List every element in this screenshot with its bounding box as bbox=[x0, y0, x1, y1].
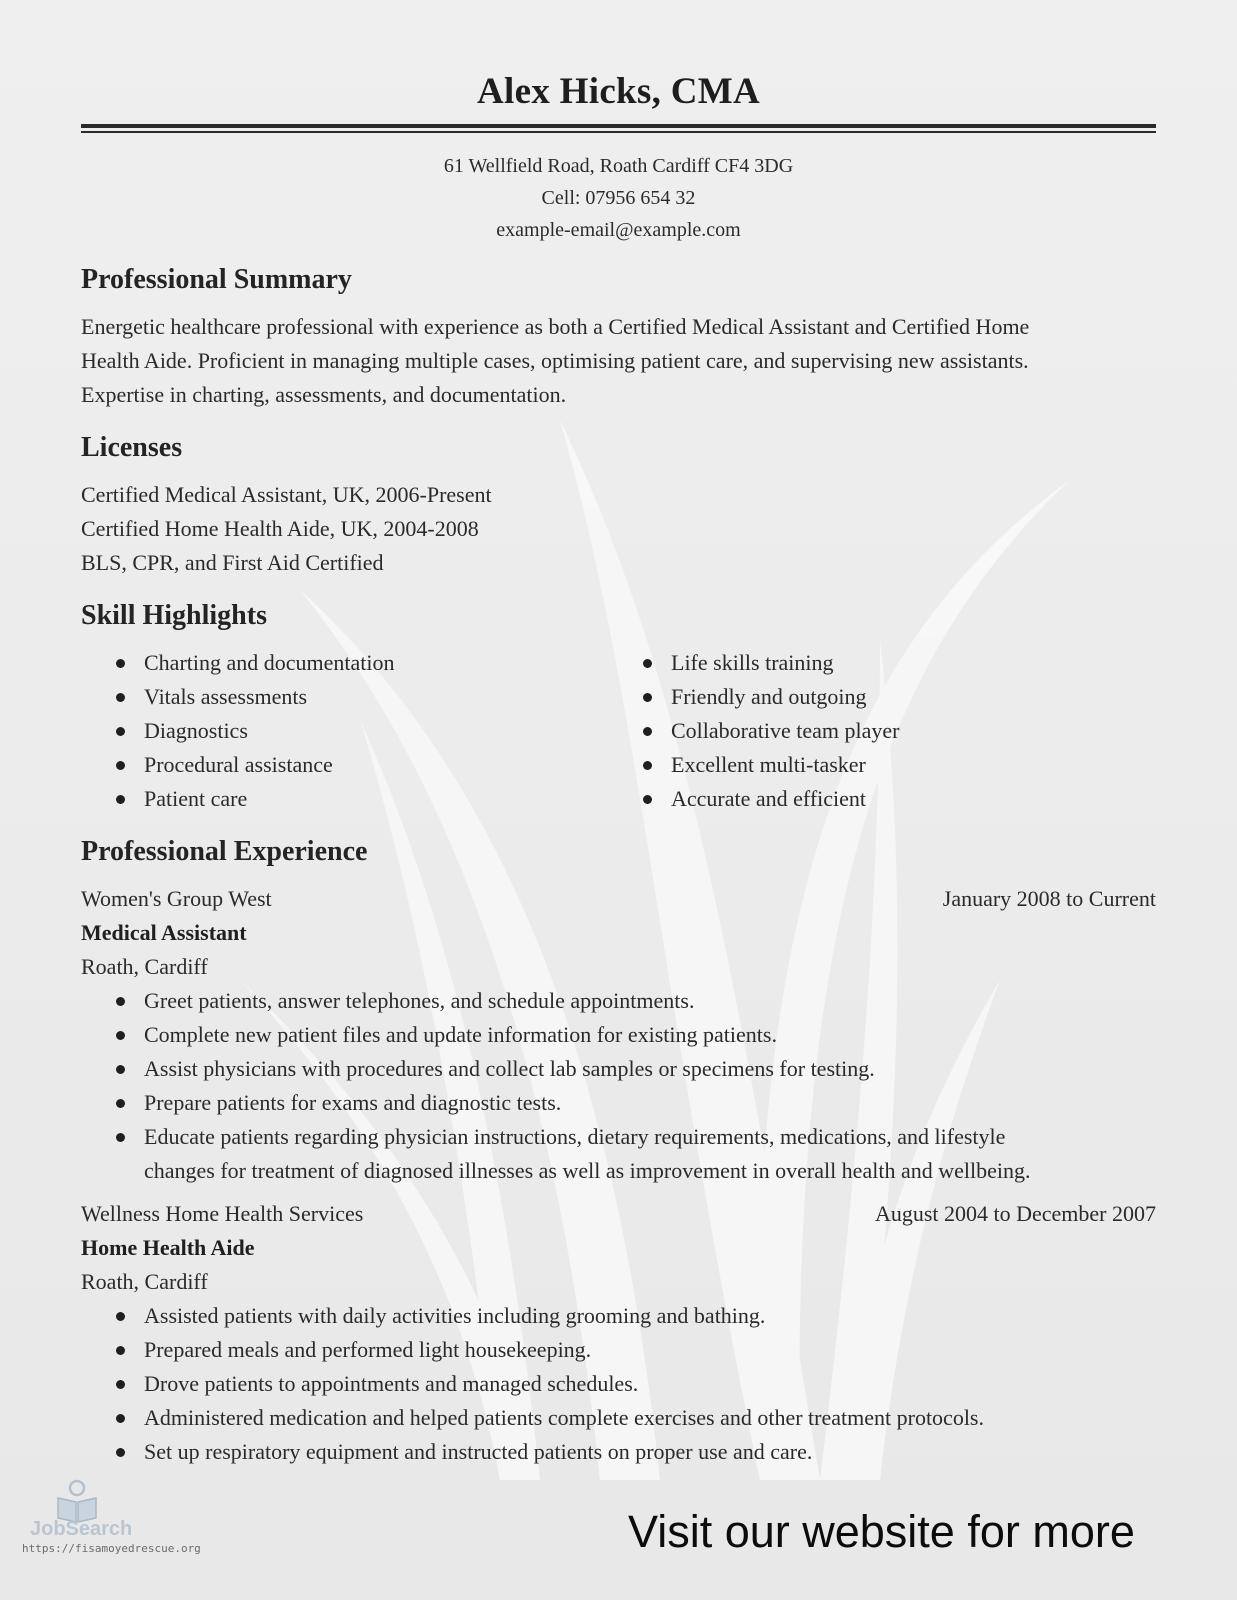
skill-text: Collaborative team player bbox=[671, 718, 900, 743]
candidate-name: Alex Hicks, CMA bbox=[477, 71, 760, 112]
skill-text: Life skills training bbox=[671, 650, 834, 675]
skill-text: Excellent multi-tasker bbox=[671, 752, 866, 777]
list-item bbox=[81, 1333, 1156, 1367]
duty-text: Complete new patient files and update information for existing patients. bbox=[144, 1022, 777, 1047]
list-item bbox=[81, 646, 601, 680]
list-item bbox=[81, 1299, 1156, 1333]
list-item bbox=[81, 782, 601, 816]
list-item bbox=[81, 1367, 1156, 1401]
skill-text: Charting and documentation bbox=[144, 650, 395, 675]
duty-text: Prepared meals and performed light housekeeping. bbox=[144, 1337, 592, 1362]
list-item bbox=[608, 782, 1148, 816]
bullet-icon bbox=[116, 727, 125, 736]
list-item bbox=[81, 984, 1156, 1018]
list-item bbox=[81, 1052, 1156, 1086]
bullet-icon bbox=[116, 1380, 125, 1389]
list-item bbox=[81, 1018, 1156, 1052]
duty-text: Administered medication and helped patients complete exercises and other treatment protocols. bbox=[144, 1405, 984, 1430]
job-duties bbox=[81, 1299, 1156, 1469]
licenses-heading: Licenses bbox=[81, 432, 183, 463]
duty-text: Set up respiratory equipment and instructed patients on proper use and care. bbox=[144, 1439, 813, 1464]
skills-list-left bbox=[81, 646, 601, 816]
bullet-icon bbox=[116, 659, 125, 668]
duty-text: Greet patients, answer telephones, and schedule appointments. bbox=[144, 988, 695, 1013]
job-location: Roath, Cardiff bbox=[81, 954, 208, 979]
header-rule-thin bbox=[81, 131, 1156, 133]
license-item: BLS, CPR, and First Aid Certified bbox=[81, 550, 384, 575]
license-item: Certified Home Health Aide, UK, 2004-2008 bbox=[81, 516, 479, 541]
bullet-icon bbox=[116, 1414, 125, 1423]
duty-text: Drove patients to appointments and managed schedules. bbox=[144, 1371, 639, 1396]
skill-text: Accurate and efficient bbox=[671, 786, 867, 811]
list-item bbox=[81, 1120, 1156, 1154]
job-role: Home Health Aide bbox=[81, 1235, 255, 1260]
header-rule-thick bbox=[81, 124, 1156, 128]
job-dates: August 2004 to December 2007 bbox=[874, 1201, 1156, 1226]
bullet-icon bbox=[643, 693, 652, 702]
contact-email: example-email@example.com bbox=[496, 219, 741, 241]
bullet-icon bbox=[116, 795, 125, 804]
jobsearch-logo bbox=[22, 1474, 202, 1584]
bullet-icon bbox=[116, 1065, 125, 1074]
logo-text: JobSearch bbox=[30, 1518, 133, 1540]
bullet-icon bbox=[116, 1346, 125, 1355]
duty-text: Prepare patients for exams and diagnostic tests. bbox=[144, 1090, 562, 1115]
bullet-icon bbox=[116, 997, 125, 1006]
visit-website-banner[interactable]: Visit our website for more bbox=[628, 1506, 1135, 1557]
skill-text: Friendly and outgoing bbox=[671, 684, 867, 709]
bullet-icon bbox=[643, 761, 652, 770]
bullet-icon bbox=[643, 659, 652, 668]
list-item bbox=[608, 714, 1148, 748]
logo-url: https://fisamoyedrescue.org bbox=[22, 1542, 201, 1555]
bullet-icon bbox=[116, 1031, 125, 1040]
contact-phone: Cell: 07956 654 32 bbox=[541, 187, 696, 209]
bullet-icon bbox=[116, 1312, 125, 1321]
bullet-icon bbox=[643, 795, 652, 804]
duty-text: Assisted patients with daily activities including grooming and bathing. bbox=[144, 1303, 766, 1328]
job-duties bbox=[81, 984, 1156, 1188]
skill-text: Diagnostics bbox=[144, 718, 248, 743]
license-item: Certified Medical Assistant, UK, 2006-Present bbox=[81, 482, 492, 507]
bullet-icon bbox=[116, 1448, 125, 1457]
bullet-icon bbox=[116, 693, 125, 702]
list-item bbox=[608, 680, 1148, 714]
list-item bbox=[608, 748, 1148, 782]
list-item-continuation bbox=[81, 1154, 1156, 1188]
skill-text: Patient care bbox=[144, 786, 248, 811]
summary-line: Energetic healthcare professional with experience as both a Certified Medical Assistant and Certified Home bbox=[81, 314, 1030, 339]
bullet-icon bbox=[116, 761, 125, 770]
duty-text: changes for treatment of diagnosed illnesses as well as improvement in overall health and wellbeing. bbox=[144, 1158, 1031, 1183]
list-item bbox=[81, 748, 601, 782]
contact-address: 61 Wellfield Road, Roath Cardiff CF4 3DG bbox=[443, 155, 794, 177]
job-employer: Wellness Home Health Services bbox=[81, 1201, 364, 1226]
skill-text: Procedural assistance bbox=[144, 752, 333, 777]
list-item bbox=[81, 1086, 1156, 1120]
licenses-list bbox=[81, 478, 1156, 580]
list-item bbox=[81, 1401, 1156, 1435]
duty-text: Assist physicians with procedures and collect lab samples or specimens for testing. bbox=[144, 1056, 875, 1081]
skill-text: Vitals assessments bbox=[144, 684, 308, 709]
list-item bbox=[608, 646, 1148, 680]
job-header bbox=[81, 1197, 1156, 1231]
summary-text bbox=[81, 310, 1156, 412]
job-header bbox=[81, 882, 1156, 916]
skills-heading: Skill Highlights bbox=[81, 600, 267, 631]
job-dates: January 2008 to Current bbox=[942, 886, 1156, 911]
list-item bbox=[81, 680, 601, 714]
bullet-icon bbox=[643, 727, 652, 736]
contact-block bbox=[81, 150, 1156, 246]
list-item bbox=[81, 1435, 1156, 1469]
summary-line: Health Aide. Proficient in managing multiple cases, optimising patient care, and supervising new assistants. bbox=[81, 348, 1029, 373]
job-employer: Women's Group West bbox=[81, 886, 272, 911]
summary-heading: Professional Summary bbox=[81, 264, 352, 295]
job-location: Roath, Cardiff bbox=[81, 1269, 208, 1294]
experience-heading: Professional Experience bbox=[81, 836, 368, 867]
bullet-icon bbox=[116, 1133, 125, 1142]
duty-text: Educate patients regarding physician instructions, dietary requirements, medications, and lifestyle bbox=[144, 1124, 1006, 1149]
bullet-icon bbox=[116, 1099, 125, 1108]
job-role: Medical Assistant bbox=[81, 920, 247, 945]
summary-line: Expertise in charting, assessments, and documentation. bbox=[81, 382, 567, 407]
skills-list-right bbox=[608, 646, 1148, 816]
list-item bbox=[81, 714, 601, 748]
